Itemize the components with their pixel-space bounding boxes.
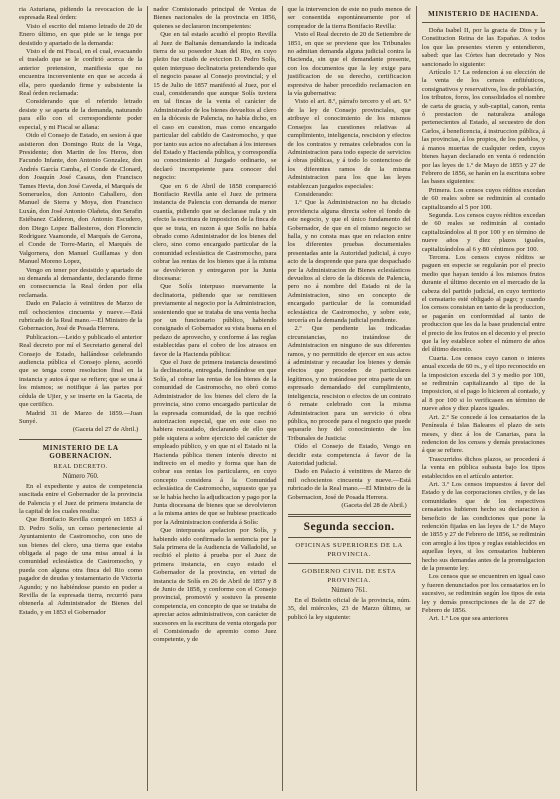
divider <box>19 439 142 440</box>
government-heading: GOBIERNO CIVIL DE ESTA PROVINCIA. <box>301 568 397 584</box>
paragraph: Dado en Palacio á veintitres de Marzo de mil ochocientos cincuenta y nueve.—Está rubricado de la Real mano.—El Ministro de la Gobernacion, José de Posada Herrera. <box>19 300 143 333</box>
paragraph: Artículo 1.º La redencion á su elección de la venta de los censos enfitéuticos, consignativos y reservativos, los de población, los tributos, foros, los consolidados el nombre de carta de gracia, y sub-capital, canon, renta ó prestacion de naturaleza análoga pertenecientes al Estado, al secuestro de don Carlos, á beneficencia, á instruccion pública, á las provincias, á los propios, de los pueblos, y á manos muertas de cualquier orden, cuyos bienes hayan declarado en venta ó redención por las leyes de 1.º de Mayo de 1855 y 27 de Febrero de 1856, se harán en la escritura sobre las bases siguientes: <box>421 69 545 186</box>
ministry-heading: MINISTERIO DE HACIENDA. <box>428 10 539 18</box>
paragraph: Primera. Los censos cuyos réditos excedan de 60 reales sobre se redimirán al contado capitalizando al 5 por 100. <box>421 186 545 211</box>
paragraph: Que Solís interpuso nuevamente la declinatoria, pidiendo que se remitiesen previamente al negocio por la Administracion, sosteniendo que se trataba de una venta hecha por un funcionario público, habiendo consignado el Gobernador su vista buena en el pedazo de aprovecho, y conforme á las reglas establecidas para el cobro de los atrasos en favor de la Hacienda pública: <box>153 283 277 358</box>
column-3 <box>282 6 416 791</box>
paragraph: Segunda. Los censos cuyos réditos excedan de 60 reales se redimirán al contado capitalizándolos al 8 por 100 y en término de nueve años y diez plazos iguales, capitalizándolos al 6 y 80 céntimos por 100. <box>421 211 545 253</box>
paragraph: Art. 2.º Se concede á los censatarios de la Península é Islas Baleares el plazo de seis meses, y diez á los de Canarias, para la redencion de los censos y demás prestaciones á que se refiere. <box>421 413 545 455</box>
paragraph: Considerando que el referido letrado desiste y se aparta de la demanda, naturando para ello con el correspondiente poder especial, y mi Fiscal se allana: <box>19 98 143 131</box>
divider <box>288 537 411 538</box>
paragraph: Doña Isabel II, por la gracia de Dios y la Constitucion Reina de las Españas. A todos los que las presentes vieren y entendieren, sabed: que las Córtes han decretado y Nos sancionado lo siguiente: <box>421 27 545 68</box>
paragraph: Visto el de mi Fiscal, en el cual, evacuando el traslado que se le confirió acerca de la anterior pretension, manifiesta que no encuentra inconveniente en que se acceda á ella, pero quedando firme y subsistente la Real órden reclamada: <box>19 48 143 98</box>
gazette-reference: (Gaceta del 27 de Abril.) <box>72 426 139 434</box>
paragraph: Visto el escrito del mismo letrado de 20 de Enero último, en que pide se le tenga por desistido y apartado de la demanda: <box>19 22 143 47</box>
paragraph: Los censos que se encuentren en igual caso y fueren denunciados por los censatarios en lo sucesivo, se redimirán según los tipos de esta ley y demás prescripciones de la de 27 de Febrero de 1856. <box>421 573 545 615</box>
paragraph: Cuarta. Los censos cuyo canon o interes anual exceda de 60 rs., y el tipo reconocido en la imposicion exceda del 3 y medio por 100, se redimirán capitalizando al tipo de la imposicion, si el pago lo hicieren al contado, y al 8 por 100 si lo verificasen en término de nueve años y diez plazos iguales. <box>421 354 545 413</box>
divider <box>422 22 545 23</box>
paragraph: Oído el Consejo de Estado, Vengo en decidir esta competencia á favor de la Autoridad judicial. <box>287 443 411 467</box>
paragraph: Oido el Consejo de Estado, en sesion á que asistieron don Domingo Ruiz de la Vega, Presidente; don Martin de los Heros, don Facundo Infante, don Antonio Gonzalez, don Andrés García Camba, el Conde de Clonard, don Joaquín José Casaus, don Francisco Tames Hevia, don José Caveda, el Marqués de Someruelos, don Antonio Caballero, don Manuel de Sierra y Moya, don Francisco Luxán, don José Antonio Olañeta, don Serafin Estébanez Calderon, don Antonio Escudero, don Diego Lopez Ballesteros, don Florencio Rodriguez Vaamonde, el Marqués de Gerona, el Conde de Torre-Marin, el Marqués de Valgornera, don Manuel Guillamas y don Manuel Moreno Lopez, <box>19 132 143 266</box>
paragraph: Que Bonifacio Revilla compró en 1853 á D. Pedro Solís, un censo perteneciente al Ayuntamiento de Castromocho, con uno de sus bienes del clero, una tierra que estaba obligada al pago de una misa anual á la comunidad eclesiástica de Castromocho, y pueda con alguna otra finca del Rio como pagador de deudas y testamentario de Victoria Agundo; y no habiéndose puesto en poder a Revilla de la espresada tierra, recurrió para obtenerla al Administrador de Bienes del Estado, y en 1853 el Gobernador <box>19 516 143 616</box>
paragraph: Art. 1.º Los que sea anteriores <box>428 615 509 623</box>
paragraph: Publicacion.—Leido y publicado el anterior Real decreto por mí el Secretario general del Consejo de Estado, hallándose celebrando audiencia pública el Consejo pleno, acordó que se tenga como resolucion final en la instancia y autos á que se refiere; que se una á los mismos; se notifique á las partes por cédula de Ujier, y se inserte en la Gaceta, de que certifico. <box>19 333 143 409</box>
paragraph: Que interpuesta apelacion por Solís, y habiendo sido confirmado la sentencia por la Sala primera de la Audiencia de Valladolid, se recibió el pleito á prueba por el Juez de primera instancia, en cuyo estado el Gobernador de la provincia, en virtud de instancia de Solís en 26 de Abril de 1857 y 8 de Junio de 1858, y conforme con el Consejo provincial, promovió y sostuvo la presente competencia, en concepto de que se trataba de apreciar actos administrativos, con carácter de sucesores en la escritura de venta otorgada por el Comisionado de apremio como Juez competente, y de <box>153 527 277 644</box>
paragraph: Madrid 31 de Marzo de 1859.—Juan Sunyé. <box>19 409 143 425</box>
paragraph: Dado en Palacio á veintitres de Marzo de mil ochocientos cincuenta y nueve.—Está rubricado de la Real mano.—El Ministro de la Gobernacion, José de Posada Herrera. <box>287 468 411 501</box>
document-number: Número 760. <box>62 472 99 480</box>
paragraph: Que el Juez de primera instancia desestimó la declinatoria, entregada, fundándose en que Solís, al cobrar las rentas de los bienes de la comunidad de Castromocho, no obró como Administrador de los bienes del clero de la provincia, sino como encargado particular de la espresada comunidad, de la que recibió autorizacion especial, que en este caso no habiera recaudado, declarando de ello que pide siquiera a sobre ejercicio del carácter de empleado público, y en que ni el Estado ni la Hacienda pública tienen interés directo ni indirecto en el medio y forma que han de cobrar sus rentas los particulares, en cuyo concepto considera á la Comunidad eclesiástica de Castromocho, supuesto que ya se le había hecho la adjudicacion y pago por la Junta diocesana de bienes que se devolvieron a la misma antes de que se hubiese practicado por la Administracion conferida á Solís: <box>153 359 277 526</box>
paragraph: Vengo en tener por desistido y apartado de su demanda al demandante, declarando firme en consecuencia la Real órden por ella reclamada. <box>19 266 143 299</box>
paragraph: Art. 3.º Los censos impuestos á favor del Estado y de las corporaciones civiles, y de las comunidades que de los respectivos censatarios hubieren hecho su declaracion á beneficio de las condiciones que pone la redención fijadas en las leyes de 1.º de Mayo de 1855 y 27 de Febrero de 1856, se redimirán con arreglo á los tipos y reglas establecidos en aquellas leyes, si los censatarios hubieren hecho sus demandas antes de la promulgacion de la presente ley. <box>421 480 545 572</box>
paragraph: Visto el art. 8.º, párrafo tercero y el art. 9.º de la ley de Consejo provinciales, que atribuye el conocimiento de los mismos Consejos las cuestiones relativas al cumplimiento, inteligencia, rescision y efectos de los contratos y remates celebrados con la Administracion para todo especie de servicios á obras públicas, y á todo lo contencioso de los diferentes ramos de la misma Administracion para los que las leyes establezcan juzgados especiales: <box>287 98 411 190</box>
paragraph: Trascurridos dichos plazos, se procederá á la venta en pública subasta bajo los tipos establecidos en el artículo anterior. <box>421 455 545 480</box>
paragraph: ria Asturiana, pidiendo la revocacion de la espresada Real órden: <box>19 6 143 22</box>
paragraph: Que en tal estado acudió el propio Revilla al Juez de Baltanás demandando la indicada tierra de su poseedor Juan del Rio, en cuyo pleito fue citado de eviccion D. Pedro Solís, quien interpuso declinatoria pretendiendo que el negocio pasase al Consejo provincial; y el 15 de Julio de 1857 manifestó al Juez, por el cual, considerando que aunque Solís tuviera en tal fincas de la venta el carácter de Administrador de los bienes devueltos al clero en la diócesis de Palencia, no había dicho, en el caso en cuestion, mas como encargado particular del cabildo de Castromocho, y que por tanto sus actos no afectaban á los intereses del Estado y Hacienda pública, y correspondía su conocimiento al Juzgado ordinario, se declaró incompetente para conocer del negocio: <box>153 31 277 182</box>
divider <box>288 514 411 517</box>
paragraph: 1.º Que la Administracion no ha dictado providencia alguna directa sobre el fondo de este negocio, y que el único fundamento del Gobernador, de que en el mismo negocio se halla, y no consta mas que en relacion entre los diferentes pruebas documentales presentadas ante la Autoridad judicial, á cuyo acto de la desprende que para que despachado por la Administracion de Bienes eclesiásticos devueltos al clero de la diócesis de Palencia, pero no á nombre del Estado ni de la Administracion, sino en concepto de encargado particular de la comunidad eclesiástica de Castromocho, y sobre este, tercería en la demanda judicial pendiente. <box>287 199 411 325</box>
column-1 <box>14 6 147 791</box>
decree-label: REAL DECRETO. <box>53 462 108 470</box>
section-title: Segunda seccion. <box>303 521 395 534</box>
paragraph: Que en 6 de Abril de 1858 compareció Bonifacio Revilla ante el Juez de primera instancia de Palencia con demanda de menor cuantía, pidiendo que se declarase nula y sin efecto la escritura de imposicion de la finca de que se trata, en razon á que Solís no había obrado como Administrador de los bienes del clero, sino como encargado particular de la comunidad eclesiástica de Castromocho, para cobrar las rentas de los bienes que á la misma se devolvieron y entregaron por la Junta diocesana: <box>153 182 277 282</box>
column-4 <box>416 6 550 791</box>
paragraph: 2.º Que pendiente las indicadas circunstancias, no tratándose de Administracion en ninguno de sus diferentes ramos, y no permitido de ejercer en sus actos á administrar y recaudar los bienes y demás efectos que proceden de particulares legítimos, y no tratándose por otra parte de un espresado demandado del cumplimiento, inteligencia, rescision o efectos de un contrato ó remate celebrado con la misma Administracion para un servicio ó obra pública, no procede para el negocio que puede separarle hoy del conocimiento de los Tribunales de Justicia: <box>287 325 411 442</box>
paragraph: En el expediente y autos de competencia suscitada entre el Gobernador de la provincia de Palencia y el Juez de primera instancia de la capital de los cuales resulta: <box>19 482 143 515</box>
paragraph: Visto el Real decreto de 20 de Setiembre de 1851, en que se previene que los Tribunales no admitan demanda alguna judicial contra la Hacienda, sin que el demandante presente, con los documentos que la ley exige para justificacion de su derecho, certificacion espresiva de haber precedido reclamacion en la vía gubernativa: <box>287 31 411 98</box>
paragraph: Considerando: <box>294 190 333 198</box>
ministry-heading: MINISTERIO DE LA GOBERNACION. <box>42 443 119 460</box>
paragraph: En el Boletin oficial de la provincia, núm. 35, del miércoles, 23 de Marzo último, se publicó la ley siguiente: <box>287 597 411 621</box>
offices-heading: OFICINAS SUPERIORES DE LA PROVINCIA. <box>295 542 403 558</box>
document-number: Número 761. <box>331 587 368 594</box>
column-2 <box>147 6 281 791</box>
gazette-reference: (Gaceta del 28 de Abril.) <box>341 501 407 509</box>
divider <box>288 563 411 564</box>
paragraph: Tercera. Los censos cuyos réditos se paguen en especie se regularán por el precio medio que hayan tenido á los mismos frutos durante el último decenio en el mercado de la cabeza del partido judicial, en cuyo territorio el censatario esté obligado al pago; y cuando los censos consistan en tanto de la produccion, se pagarán en conformidad al tanto de produccion que les da la base prudencial entre el precio de los frutos en el decenio y el precio que la ley establece sobre el número de años del último decenio. <box>421 253 545 354</box>
paragraph: nador Comisionado principal de Ventas de Bienes nacionales de la provincia en 1856, quienes se declararon incompetentes: <box>153 6 277 30</box>
paragraph: que la intervencion de este no pudo menos de ser consentida espontáneamente por el comprador de la tierra Bonifacio Revilla: <box>287 6 411 30</box>
